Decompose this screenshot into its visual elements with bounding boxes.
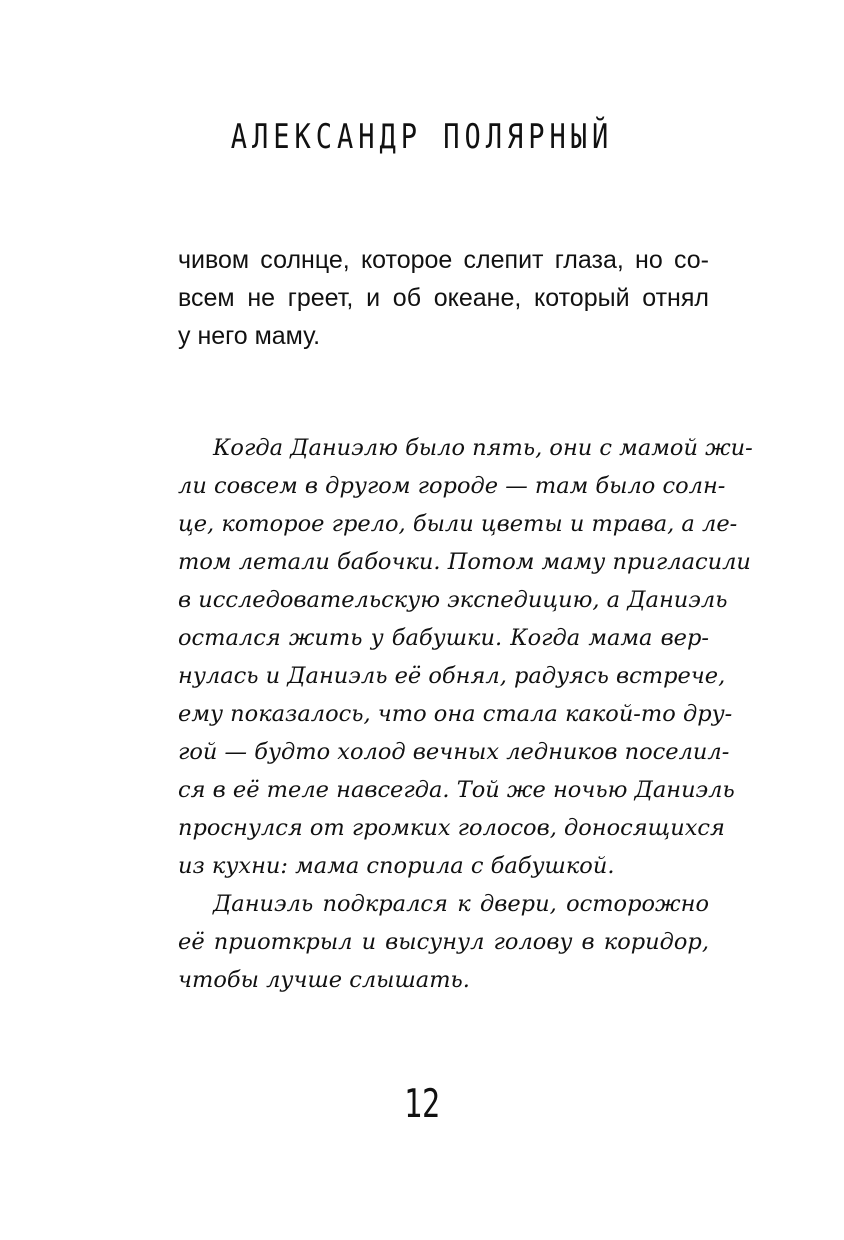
- text-line: всем не греет, и об океане, который отнял: [178, 284, 709, 312]
- italic-text-line: Когда Даниэлю было пять, они с мамой жи-: [213, 435, 753, 461]
- italic-text-line: ся в её теле навсегда. Той же ночью Даниэль: [178, 777, 735, 803]
- italic-text-line: чтобы лучше слышать.: [178, 967, 470, 993]
- italic-text-line: её приоткрыл и высунул голову в коридор,: [178, 929, 709, 955]
- italic-text-line: том летали бабочки. Потом маму пригласили: [178, 549, 751, 575]
- italic-text-line: остался жить у бабушки. Когда мама вер-: [178, 625, 709, 651]
- italic-text-line: ли совсем в другом городе — там было солн-: [178, 473, 726, 499]
- italic-text-line: це, которое грело, были цветы и трава, а ле-: [178, 511, 738, 537]
- italic-text-line: ему показалось, что она стала какой-то дру-: [178, 701, 733, 727]
- text-line: чивом солнце, которое слепит глаза, но со-: [178, 246, 709, 274]
- italic-text-line: из кухни: мама спорила с бабушкой.: [178, 853, 615, 879]
- italic-text-line: проснулся от громких голосов, доносящихся: [178, 815, 725, 841]
- italic-text-line: Даниэль подкрался к двери, осторожно: [213, 891, 709, 917]
- italic-text-line: гой — будто холод вечных ледников поселил-: [178, 739, 730, 765]
- page-number: 12: [403, 1082, 441, 1128]
- text-line: у него маму.: [178, 322, 321, 350]
- running-header-author: АЛЕКСАНДР ПОЛЯРНЫЙ: [230, 118, 614, 157]
- italic-text-line: нулась и Даниэль её обнял, радуясь встрече,: [178, 663, 726, 689]
- italic-text-line: в исследовательскую экспедицию, а Даниэль: [178, 587, 728, 613]
